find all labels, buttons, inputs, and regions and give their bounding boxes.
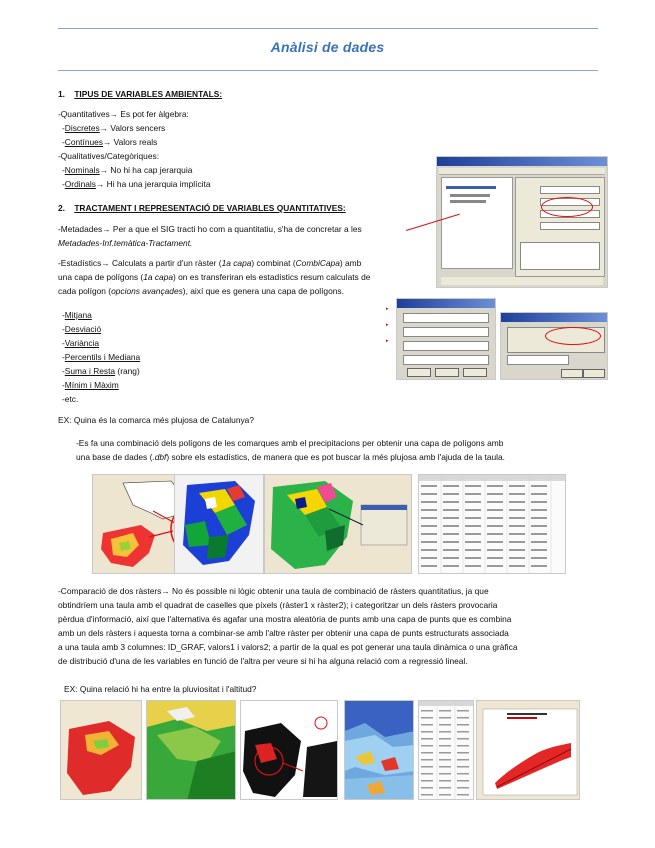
section-1-title: TIPUS DE VARIABLES AMBIENTALS: (74, 89, 223, 99)
title-rule (58, 70, 598, 71)
arrow-icon: → (101, 258, 110, 268)
estadistics-label: -Estadístics (58, 258, 102, 268)
dialog-form-panel (515, 177, 605, 277)
quantitatives-line (58, 108, 189, 120)
comparacio-line-2: obtindríem una taula amb el quadrat de caselles que píxels (ràster1 x ràster2); i categoritzar un dels ràsters provocaria (58, 600, 498, 610)
comparacio-line-5: a una taula amb 3 columnes: ID_GRAF, valors1 i valors2; a partir de la qual es pot generar una taula dinàmica o una gràfica (58, 642, 518, 652)
example-1-map-comarques (174, 474, 264, 574)
top-rule (58, 28, 598, 29)
ordinals-label: Ordinals (64, 179, 96, 189)
dialog-titlebar (501, 313, 607, 322)
example-1-line-1: -Es fa una combinació dels polígons de les comarques amb el precipitacions per obtenir una capa de polígons amb (76, 438, 504, 448)
qualitatives-line: -Qualitatives/Categòriques: (58, 151, 160, 161)
estadistics-text: Calculats a partir d'un ràster ( (109, 258, 222, 268)
dialog-tree-panel (441, 177, 513, 269)
arrow-icon: → (102, 137, 112, 147)
altitud-map-drawing (147, 701, 236, 800)
metadades-label: -Metadades (58, 224, 103, 234)
section-1-number: 1. (58, 89, 65, 99)
etc-item: -etc. (62, 394, 79, 404)
example-1-em: .dbf (152, 452, 167, 462)
nominals-text: No hi ha cap jerarquia (108, 165, 193, 175)
example-1-line-2 (76, 451, 505, 463)
continues-line: -Contínues→ Valors reals (62, 137, 158, 147)
stats-item-label: Mitjana (64, 310, 92, 320)
stats-dialog-1-figure (396, 298, 496, 380)
estadistics-line-3 (58, 285, 344, 297)
punts-map-drawing (241, 701, 338, 800)
comparacio-label: -Comparació de dos ràsters (58, 586, 162, 596)
stats-item-label: Desviació (64, 324, 102, 334)
example-2-map-punts (240, 700, 338, 800)
example-2-table-drawing (419, 701, 474, 800)
comarques-map-drawing (175, 475, 264, 574)
estadistics-text: cada polígon ( (58, 286, 112, 296)
metadades-path: Metadades-Inf.temàtica-Tractament. (58, 238, 193, 248)
estadistics-em: CombiCapa (295, 258, 340, 268)
metadades-line (58, 223, 362, 235)
continues-text: Valors reals (111, 137, 158, 147)
example-2-scatter-figure (476, 700, 580, 800)
stats-item-label: Suma i Resta (64, 366, 116, 376)
dialog-titlebar (397, 299, 495, 308)
highlight-ring (545, 327, 601, 345)
stats-callout-marker: ▸ (386, 322, 389, 328)
estadistics-em: opcions avançades (111, 286, 183, 296)
comparacio-line-6: de distribució d'una de les variables en funció de l'altra per veure si hi ha alguna relació com a regressió lineal. (58, 656, 468, 666)
stats-item-suffix: (rang) (115, 366, 140, 376)
dialog-titlebar (437, 157, 607, 166)
estadistics-text: ), així que es genera una capa de polígons. (182, 286, 344, 296)
stats-item-label: Mínim i Màxim (64, 380, 119, 390)
estadistics-text: ) amb (339, 258, 362, 268)
example-1-map-result (264, 474, 412, 574)
dialog-tabs (439, 168, 605, 175)
stats-item: -Variància (62, 338, 100, 348)
quant-text: Es pot fer àlgebra: (118, 109, 189, 119)
arrow-icon: → (99, 123, 109, 133)
example-2-map-pluviositat (60, 700, 142, 800)
estadistics-text: ) on es transferiran els estadístics resum calculats de (173, 272, 371, 282)
section-2-number: 2. (58, 203, 65, 213)
stats-callout-marker: ▸ (386, 338, 389, 344)
estadistics-em: 1a capa (221, 258, 252, 268)
highlight-ring (541, 197, 593, 217)
section-2-title: TRACTAMENT I REPRESENTACIÓ DE VARIABLES QUANTITATIVES: (74, 203, 346, 213)
estadistics-text: una capa de polígons ( (58, 272, 144, 282)
arrow-icon: → (161, 586, 170, 596)
stats-dialog-2-figure (500, 312, 608, 380)
stats-item: -Percentils i Mediana (62, 352, 141, 362)
section-2-heading (58, 202, 346, 214)
comparacio-line-3: pèrdua d'informació, així que l'alternativa és agafar una mostra aleatòria de punts amb una capa de punts que es combina (58, 614, 512, 624)
stats-item: -Suma i Resta (rang) (62, 366, 140, 376)
comparacio-line-4: amb un dels ràsters i aquesta torna a combinar-se amb l'altre ràster per obtenir una capa de punts estructurats associada (58, 628, 509, 638)
ordinals-text: Hi ha una jerarquia implícita (104, 179, 211, 189)
stats-item-label: Percentils i Mediana (64, 352, 141, 362)
arrow-icon: → (95, 179, 105, 189)
page-title: Anàlisi de dades (270, 39, 385, 55)
example-2-table-figure (418, 700, 474, 800)
arrow-icon: → (102, 224, 111, 234)
example-1-text: ) sobre els estadístics, de manera que es pot buscar la més plujosa amb l'ajuda de la taula. (166, 452, 506, 462)
pluviositat-map-drawing (61, 701, 142, 800)
arrow-icon: → (109, 109, 119, 119)
comparacio-text: No és possible ni lògic obtenir una taula de combinació de ràsters quantitatius, ja que (169, 586, 489, 596)
example-1-text: una base de dades ( (76, 452, 153, 462)
metadata-dialog-figure (436, 156, 608, 288)
discretes-text: Valors sencers (108, 123, 166, 133)
example-2-question: EX: Quina relació hi ha entre la pluviositat i l'altitud? (64, 684, 257, 694)
example-1-table-figure (418, 474, 566, 574)
metadades-text: Per a que el SIG tracti ho com a quantitatiu, s'ha de concretar a les (110, 224, 362, 234)
nominals-label: Nominals (64, 165, 100, 175)
estadistics-line-2 (58, 271, 370, 283)
stats-item: -Desviació (62, 324, 102, 334)
stats-item: -Mínim i Màxim (62, 380, 119, 390)
result-map-drawing (265, 475, 412, 574)
example-2-map-altitude-raster (344, 700, 414, 800)
estadistics-line-1 (58, 257, 361, 269)
discretes-line: -Discretes→ Valors sencers (62, 123, 166, 133)
ordinals-line: -Ordinals→ Hi ha una jerarquia implícita (62, 179, 211, 189)
example-2-map-altitud (146, 700, 236, 800)
nominals-line: -Nominals→ No hi ha cap jerarquia (62, 165, 193, 175)
stats-item-label: Variància (64, 338, 100, 348)
continues-label: Contínues (64, 137, 103, 147)
estadistics-text: ) combinat ( (251, 258, 296, 268)
altitude-raster-drawing (345, 701, 414, 800)
table-drawing (419, 475, 566, 574)
quant-label: -Quantitatives (58, 109, 110, 119)
section-1-heading (58, 88, 222, 100)
comparacio-line-1 (58, 585, 489, 597)
scatter-plot-drawing (477, 701, 580, 800)
example-1-question: EX: Quina és la comarca més plujosa de Catalunya? (58, 415, 254, 425)
stats-item: -Mitjana (62, 310, 92, 320)
estadistics-em: 1a capa (143, 272, 174, 282)
stats-callout-marker: ▸ (386, 306, 389, 312)
arrow-icon: → (99, 165, 109, 175)
discretes-label: Discretes (64, 123, 100, 133)
